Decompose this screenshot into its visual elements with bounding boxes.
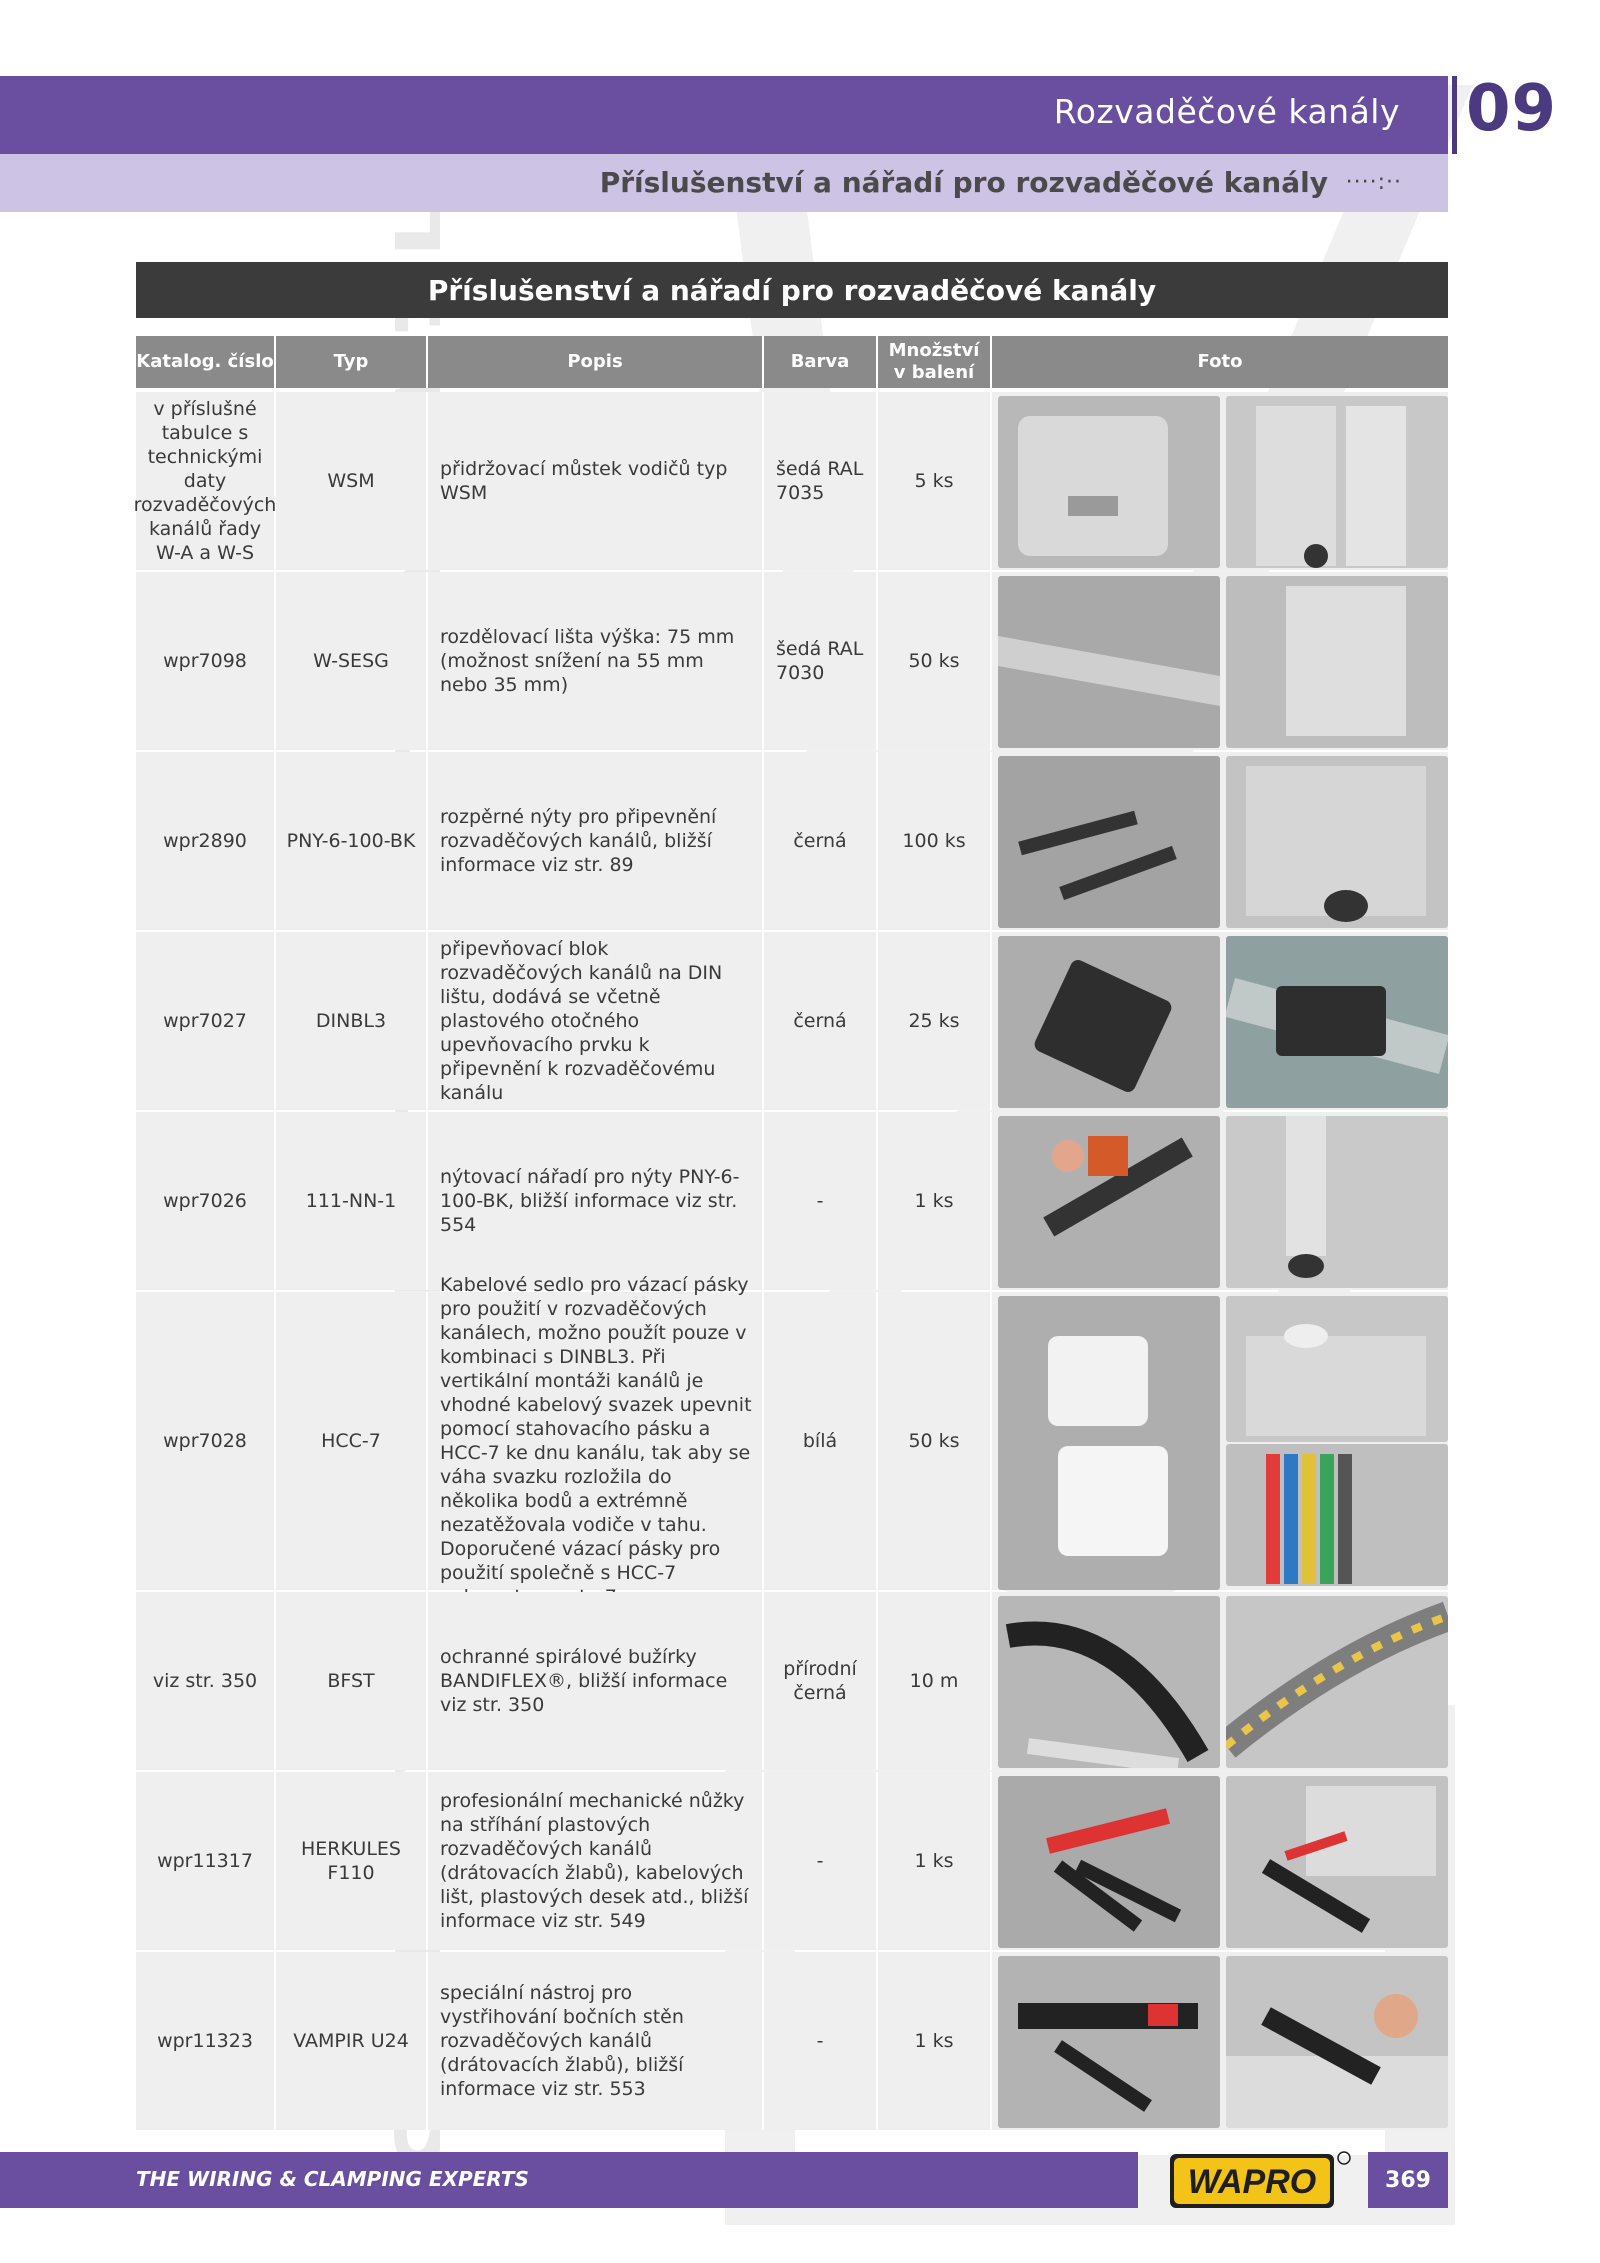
cell-photo (992, 1292, 1448, 1590)
product-photo (1226, 576, 1448, 748)
table-row (136, 932, 1448, 1112)
column-header-description: Popis (428, 336, 764, 388)
cell-catalog: wpr2890 (136, 752, 276, 930)
dots-ornament-icon: ····:·· (1345, 170, 1402, 195)
product-photo (1226, 936, 1448, 1108)
product-photo (998, 576, 1220, 748)
cell-type: W-SESG (276, 572, 428, 750)
column-header-color: Barva (764, 336, 878, 388)
cell-catalog: wpr7026 (136, 1112, 276, 1290)
footer-bar (0, 2152, 1138, 2208)
product-photo (1226, 1444, 1448, 1586)
table-row (136, 1772, 1448, 1952)
cell-description: nýtovací nářadí pro nýty PNY-6-100-BK, bližší informace viz str. 554 (428, 1112, 764, 1290)
table-title: Příslušenství a nářadí pro rozvaděčové kanály (427, 274, 1157, 307)
product-photo (998, 396, 1220, 568)
table-row (133, 392, 1448, 572)
product-photo (1226, 396, 1448, 568)
chapter-divider (1452, 76, 1457, 154)
cell-color: - (764, 1112, 878, 1290)
cell-description: rozdělovací lišta výška: 75 mm (možnost snížení na 55 mm nebo 35 mm) (428, 572, 764, 750)
svg-text:WAPRO: WAPRO (1187, 2163, 1317, 2201)
page-number: 369 (1368, 2152, 1448, 2208)
cell-catalog: wpr11323 (136, 1952, 276, 2130)
chapter-number: 09 (1466, 72, 1558, 146)
product-photo (998, 1296, 1220, 1590)
cell-color: šedá RAL 7035 (764, 392, 878, 570)
cell-description: rozpěrné nýty pro připevnění rozvaděčových kanálů, bližší informace viz str. 89 (428, 752, 764, 930)
cell-quantity: 1 ks (878, 1952, 992, 2130)
cell-quantity: 5 ks (878, 392, 992, 570)
cell-photo (992, 1592, 1448, 1770)
cell-quantity: 25 ks (878, 932, 992, 1110)
product-photo (998, 1116, 1220, 1288)
cell-color: - (764, 1772, 878, 1950)
table-row (136, 1952, 1448, 2132)
cell-photo (992, 392, 1448, 570)
cell-photo (992, 1772, 1448, 1950)
cell-photo (992, 1952, 1448, 2130)
product-photo (1226, 1116, 1448, 1288)
cell-description: ochranné spirálové bužírky BANDIFLEX®, bližší informace viz str. 350 (428, 1592, 764, 1770)
product-photo (998, 756, 1220, 928)
cell-color: černá (764, 752, 878, 930)
table-row (136, 572, 1448, 752)
section-title: Rozvaděčové kanály (1053, 92, 1400, 131)
table-header (136, 336, 1448, 388)
cell-quantity: 100 ks (878, 752, 992, 930)
cell-quantity: 50 ks (878, 1292, 992, 1590)
cell-description: speciální nástroj pro vystřihování bočních stěn rozvaděčových kanálů (drátovacích žlabů), bližší informace viz str. 553 (428, 1952, 764, 2130)
column-header-quantity: Množství v balení (878, 336, 992, 388)
product-photo (998, 1956, 1220, 2128)
table-row (136, 1112, 1448, 1292)
cell-catalog: wpr7098 (136, 572, 276, 750)
column-header-catalog: Katalog. číslo (136, 336, 276, 388)
cell-quantity: 10 m (878, 1592, 992, 1770)
cell-description: přidržovací můstek vodičů typ WSM (428, 392, 764, 570)
product-photo (1226, 1956, 1448, 2128)
cell-type: WSM (276, 392, 428, 570)
cell-photo (992, 1112, 1448, 1290)
cell-type: BFST (276, 1592, 428, 1770)
table-row (136, 1292, 1448, 1592)
cell-photo (992, 932, 1448, 1110)
product-photo (1226, 1596, 1448, 1768)
cell-catalog: viz str. 350 (136, 1592, 276, 1770)
cell-catalog: wpr11317 (136, 1772, 276, 1950)
cell-color: šedá RAL 7030 (764, 572, 878, 750)
product-photo (998, 1776, 1220, 1948)
cell-description: profesionální mechanické nůžky na stříhání plastových rozvaděčových kanálů (drátovacích žlabů), kabelových lišt, plastových desek atd., bližší informace viz str. 549 (428, 1772, 764, 1950)
cell-color: přírodní černá (764, 1592, 878, 1770)
cell-type: DINBL3 (276, 932, 428, 1110)
section-header-bar (0, 76, 1448, 154)
cell-quantity: 50 ks (878, 572, 992, 750)
table-banner (136, 262, 1448, 318)
cell-quantity: 1 ks (878, 1112, 992, 1290)
wapro-logo (1168, 2148, 1354, 2212)
table-row (136, 1592, 1448, 1772)
column-header-type: Typ (276, 336, 428, 388)
cell-type: 111-NN-1 (276, 1112, 428, 1290)
cell-type: VAMPIR U24 (276, 1952, 428, 2130)
cell-photo (992, 752, 1448, 930)
product-photo (1226, 756, 1448, 928)
subsection-title: Příslušenství a nářadí pro rozvaděčové kanály (599, 166, 1328, 199)
table-row (136, 752, 1448, 932)
product-photo (998, 1596, 1220, 1768)
cell-photo (992, 572, 1448, 750)
subsection-header-bar (0, 154, 1448, 212)
cell-catalog: v příslušné tabulce s technickými daty rozvaděčových kanálů řady W-A a W-S (136, 392, 276, 570)
product-photo (1226, 1296, 1448, 1442)
cell-color: - (764, 1952, 878, 2130)
cell-catalog: wpr7028 (136, 1292, 276, 1590)
footer-tagline: THE WIRING & CLAMPING EXPERTS (136, 2167, 529, 2191)
cell-catalog: wpr7027 (136, 932, 276, 1110)
product-photo (1226, 1776, 1448, 1948)
cell-description: připevňovací blok rozvaděčových kanálů na DIN lištu, dodává se včetně plastového otočného upevňovacího prvku k připevnění k rozvaděčovému kanálu (428, 932, 764, 1110)
cell-quantity: 1 ks (878, 1772, 992, 1950)
cell-description: pro použití v rozvaděčových kanálech, možno použít pouze v kombinaci s DINBL3. Při vertikální montáži kanálů je vhodné kabelový svazek upevnit pomocí stahovacího pásku a HCC-7 ke dnu kanálu, tak aby se váha svazku rozložila do několika bodů a extrémně nezatěžovala vodiče v tahu. Doporučené vázací pásky pro použití společně s HCC-7 (428, 1292, 764, 1590)
cell-type: HERKULES F110 (276, 1772, 428, 1950)
cell-type: PNY-6-100-BK (276, 752, 428, 930)
cell-type: HCC-7 (276, 1292, 428, 1590)
column-header-photo: Foto (992, 336, 1448, 388)
svg-text:THE WIRING & CLAMPING EXPERTS: THE (369, 100, 440, 336)
cell-color: bílá (764, 1292, 878, 1590)
cell-color: černá (764, 932, 878, 1110)
product-photo (998, 936, 1220, 1108)
